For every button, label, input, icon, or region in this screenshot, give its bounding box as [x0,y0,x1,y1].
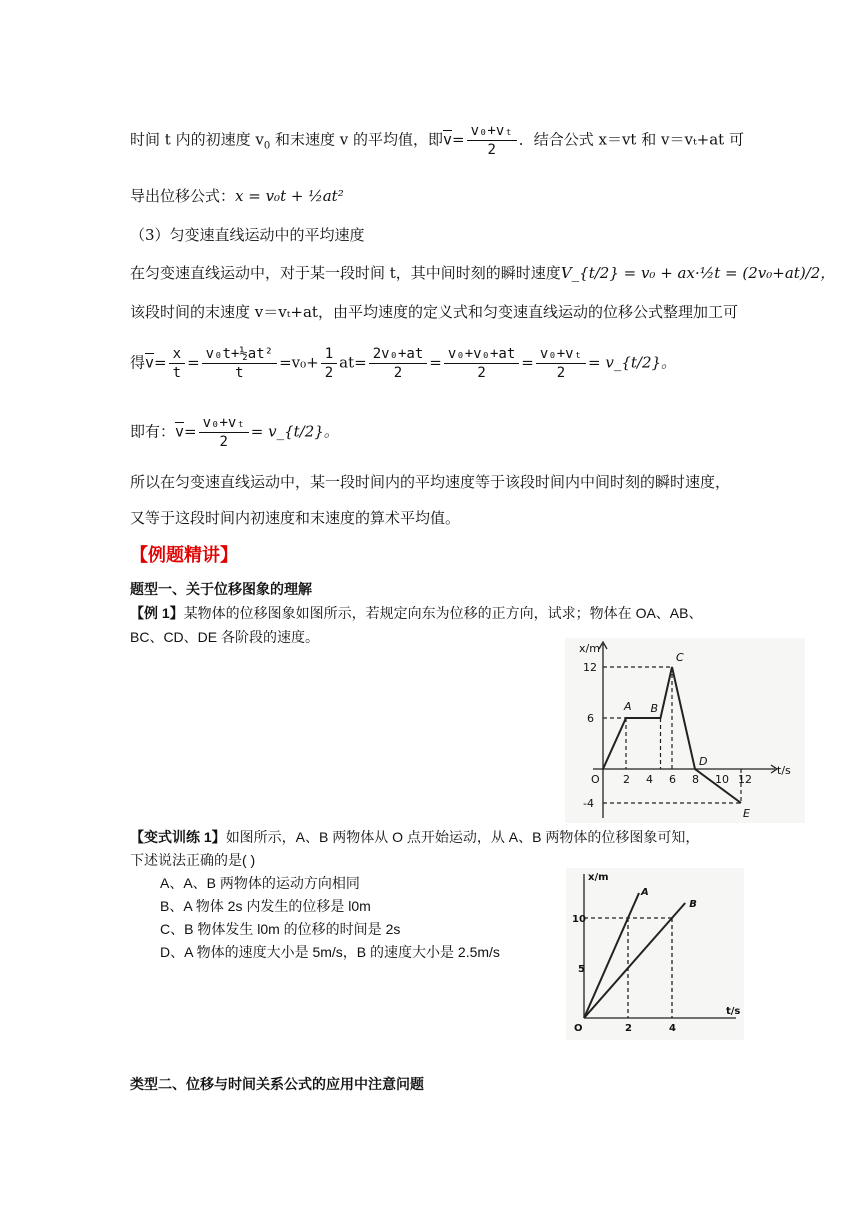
fraction [321,345,337,382]
chart-displacement-graph [565,638,805,823]
numerator: v₀+vₜ [536,345,586,364]
mid-velocity-formula: V_{t/2} = v₀ + ax·½t = (2v₀+at)/2， [560,264,836,282]
numerator: 1 [321,345,337,364]
denominator: 2 [477,365,486,381]
mid-time-velocity-line [130,263,835,283]
point-label: B [650,702,659,715]
option-a: A、A、B 两物体的运动方向相同 [160,875,360,891]
point-label: E [743,807,750,820]
point-label: D [699,755,708,768]
section-title: 【例题精讲】 [130,545,238,566]
equals: = [452,130,465,149]
text-segment: 导出位移公式： [130,187,236,205]
denominator: 2 [556,365,566,381]
x-tick-label: 6 [669,773,676,786]
y-tick-label: 10 [572,914,586,925]
point-label: C [676,651,684,664]
x-tick-label: 2 [623,773,630,786]
y-tick-label: 6 [587,712,594,725]
text-segment: 时间 t 内的初速度 v [130,130,264,149]
numerator: v₀t+½at² [202,345,277,364]
text-segment: 得 [130,353,146,372]
text-segment: = v_{t/2}。 [588,353,677,372]
fraction [202,345,277,382]
fraction [444,345,519,382]
chart-ab-graph [566,868,744,1040]
origin-label: O [574,1023,583,1034]
fraction [199,414,249,451]
line-label-a: A [641,887,649,898]
numerator: v₀+vₜ [199,414,249,433]
example1-line-2: BC、CD、DE 各阶段的速度。 [130,629,320,645]
fraction [467,122,517,159]
x-tick-label: 4 [646,773,653,786]
numerator: x [169,345,185,364]
option-c: C、B 物体发生 l0m 的位移的时间是 2s [160,921,401,937]
y-axis-label: x/m [588,872,609,883]
text-segment: 和末速度 v 的平均值，即 [270,130,443,149]
fraction [169,345,185,382]
x-axis-label: t/s [726,1006,741,1017]
denominator: 2 [487,142,496,158]
line-label-b: B [689,899,697,910]
x-tick-label: 4 [669,1023,676,1034]
v-bar-symbol: $\overline{v}$ [442,130,452,149]
v-bar-symbol: $\overline{v}$ [145,353,155,372]
conclusion-line-2: 又等于这段时间内初速度和末速度的算术平均值。 [130,509,461,527]
denominator: t [172,365,182,381]
variant-tag: 【变式训练 1】 [130,829,226,845]
denominator: t [235,365,244,381]
subscript: 0 [263,140,271,152]
text-segment: 在匀变速直线运动中，对于某一段时间 t，其中间时刻的瞬时速度 [130,264,561,282]
x-tick-label: 2 [625,1023,632,1034]
numerator: 2v₀+at [369,345,428,364]
y-tick-label: 12 [583,661,597,674]
x-axis-label: t/s [777,764,791,777]
y-axis-label: x/m [579,642,600,655]
displacement-formula: x = v₀t + ½at² [235,187,344,205]
x-tick-label: 12 [738,773,752,786]
text-segment: =v₀+ [279,353,319,372]
origin-label: O [591,773,600,786]
x-tick-label: 8 [692,773,699,786]
result-line: 即有：$\overline{v}=$ $\frac{\text{v₀+vₜ}}{2}$ = v_{t/2}。 [130,415,339,450]
heading-3: （3）匀变速直线运动中的平均速度 [130,226,365,244]
y-tick-label: 5 [578,964,585,975]
denominator: 2 [219,434,228,450]
variant-line-2: 下述说法正确的是( ) [130,852,256,868]
v-bar-symbol: $\overline{v}$ [175,422,185,441]
type2-title: 类型二、位移与时间关系公式的应用中注意问题 [130,1077,424,1093]
fraction [536,345,586,382]
denominator: 2 [393,365,403,381]
option-d: D、A 物体的速度大小是 5m/s，B 的速度大小是 2.5m/s [160,944,500,960]
type1-title: 题型一、关于位移图象的理解 [130,582,312,598]
chart-background [566,868,744,1040]
option-b: B、A 物体 2s 内发生的位移是 l0m [160,898,371,914]
text-segment: 即有： [130,422,176,441]
end-velocity-line: 该段时间的末速度 v＝vₜ+at，由平均速度的定义式和匀变速直线运动的位移公式整理加工可 [130,303,738,321]
text-segment: 某物体的位移图象如图所示，若规定向东为位移的正方向，试求；物体在 OA、AB、 [183,605,703,621]
chart-background [565,638,805,823]
variant-line [130,827,699,847]
fraction [369,345,428,382]
conclusion-line-1: 所以在匀变速直线运动中，某一段时间内的平均速度等于该段时间内中间时刻的瞬时速度， [130,473,731,491]
numerator: v₀+v₀+at [444,345,519,364]
text-segment: 如图所示，A、B 两物体从 O 点开始运动，从 A、B 两物体的位移图象可知， [225,829,700,845]
derive-line [130,186,344,206]
denominator: 2 [324,365,334,381]
derivation-line: 得$\overline{v}=$ $\frac{x}{t}$ = $\frac{\text{v₀t+½at²}}{t}$ =v₀+ $\frac{1}{2}$ at= $\frac{\text{2v₀+at}}{2}$ = $\frac{\text{v₀+v₀+at}}{2}$ = $\frac{\text{v₀+vₜ}}{2}$ = v_{t/2}。 [130,346,677,381]
point-label: A [624,700,632,713]
numerator: v₀+vₜ [467,122,517,141]
text-segment: = v_{t/2}。 [250,422,339,441]
x-tick-label: 10 [715,773,729,786]
example1-line [130,603,702,623]
avg-velocity-line [130,122,744,159]
y-tick-label: -4 [583,797,594,810]
text-segment: ．结合公式 x＝vt 和 v＝vₜ+at 可 [518,130,744,149]
example-tag: 【例 1】 [130,605,184,621]
